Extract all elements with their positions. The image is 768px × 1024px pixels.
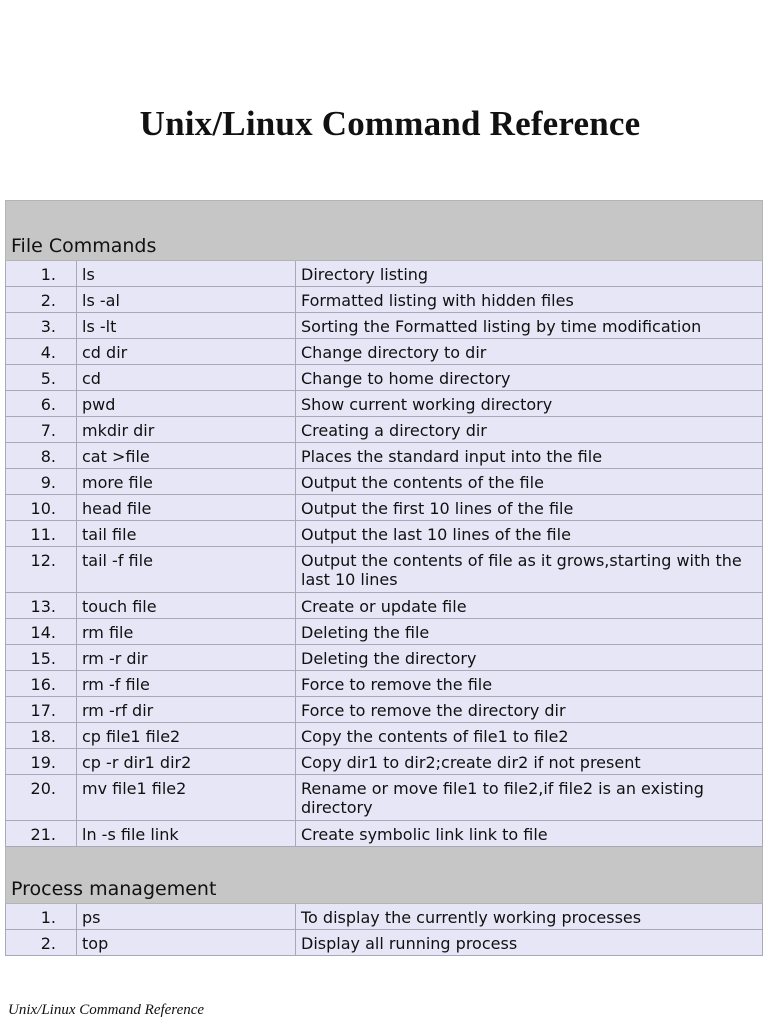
command-cell: cd dir [77, 339, 296, 365]
command-cell: ls -al [77, 287, 296, 313]
description-cell: Display all running process [296, 930, 763, 956]
row-number: 14. [6, 619, 77, 645]
row-number: 20. [6, 775, 77, 821]
row-number: 13. [6, 593, 77, 619]
description-cell: To display the currently working processes [296, 904, 763, 930]
row-number: 2. [6, 287, 77, 313]
table-row [6, 339, 763, 365]
row-number: 2. [6, 930, 77, 956]
table-row [6, 697, 763, 723]
table-row [6, 775, 763, 821]
description-cell: Copy dir1 to dir2;create dir2 if not present [296, 749, 763, 775]
table-row [6, 495, 763, 521]
row-number: 1. [6, 904, 77, 930]
description-cell: Create symbolic link link to file [296, 821, 763, 847]
section-title: Process management [6, 847, 763, 904]
command-cell: ls -lt [77, 313, 296, 339]
row-number: 5. [6, 365, 77, 391]
description-cell: Force to remove the file [296, 671, 763, 697]
description-cell: Rename or move file1 to file2,if file2 is an existing directory [296, 775, 763, 821]
description-cell: Places the standard input into the file [296, 443, 763, 469]
row-number: 10. [6, 495, 77, 521]
description-cell: Force to remove the directory dir [296, 697, 763, 723]
row-number: 21. [6, 821, 77, 847]
command-cell: ps [77, 904, 296, 930]
description-cell: Change directory to dir [296, 339, 763, 365]
table-row [6, 671, 763, 697]
table-row [6, 723, 763, 749]
section-title: File Commands [6, 201, 763, 261]
description-cell: Change to home directory [296, 365, 763, 391]
command-cell: rm file [77, 619, 296, 645]
table-row [6, 619, 763, 645]
description-cell: Show current working directory [296, 391, 763, 417]
table-row [6, 391, 763, 417]
table-row [6, 443, 763, 469]
description-cell: Copy the contents of file1 to file2 [296, 723, 763, 749]
command-cell: touch file [77, 593, 296, 619]
row-number: 15. [6, 645, 77, 671]
description-cell: Output the last 10 lines of the file [296, 521, 763, 547]
table-row [6, 469, 763, 495]
table-row [6, 930, 763, 956]
table-row [6, 313, 763, 339]
row-number: 7. [6, 417, 77, 443]
command-cell: cd [77, 365, 296, 391]
table-row [6, 521, 763, 547]
row-number: 1. [6, 261, 77, 287]
table-row [6, 261, 763, 287]
description-cell: Output the first 10 lines of the file [296, 495, 763, 521]
description-cell: Output the contents of file as it grows,starting with the last 10 lines [296, 547, 763, 593]
command-cell: rm -rf dir [77, 697, 296, 723]
description-cell: Creating a directory dir [296, 417, 763, 443]
command-cell: mkdir dir [77, 417, 296, 443]
command-cell: cp -r dir1 dir2 [77, 749, 296, 775]
command-cell: head file [77, 495, 296, 521]
row-number: 11. [6, 521, 77, 547]
command-cell: rm -r dir [77, 645, 296, 671]
row-number: 19. [6, 749, 77, 775]
section-header-file-commands [6, 201, 763, 261]
description-cell: Deleting the file [296, 619, 763, 645]
row-number: 8. [6, 443, 77, 469]
table-row [6, 593, 763, 619]
row-number: 3. [6, 313, 77, 339]
section-header-process-management [6, 847, 763, 904]
description-cell: Create or update file [296, 593, 763, 619]
table-row [6, 417, 763, 443]
table-row [6, 645, 763, 671]
command-cell: cat >file [77, 443, 296, 469]
command-cell: tail file [77, 521, 296, 547]
command-cell: ln -s file link [77, 821, 296, 847]
description-cell: Output the contents of the file [296, 469, 763, 495]
row-number: 16. [6, 671, 77, 697]
description-cell: Directory listing [296, 261, 763, 287]
command-cell: pwd [77, 391, 296, 417]
table-row [6, 365, 763, 391]
table-row [6, 821, 763, 847]
description-cell: Deleting the directory [296, 645, 763, 671]
table-row [6, 749, 763, 775]
row-number: 4. [6, 339, 77, 365]
table-row [6, 547, 763, 593]
row-number: 9. [6, 469, 77, 495]
command-cell: top [77, 930, 296, 956]
command-cell: rm -f file [77, 671, 296, 697]
command-cell: mv file1 file2 [77, 775, 296, 821]
description-cell: Formatted listing with hidden files [296, 287, 763, 313]
command-reference-table [5, 200, 763, 956]
description-cell: Sorting the Formatted listing by time modification [296, 313, 763, 339]
command-cell: tail -f file [77, 547, 296, 593]
page-title: Unix/Linux Command Reference [139, 104, 641, 143]
table-row [6, 904, 763, 930]
command-cell: cp file1 file2 [77, 723, 296, 749]
command-cell: ls [77, 261, 296, 287]
row-number: 17. [6, 697, 77, 723]
page-footer: Unix/Linux Command Reference [8, 1002, 205, 1018]
command-cell: more file [77, 469, 296, 495]
row-number: 18. [6, 723, 77, 749]
row-number: 6. [6, 391, 77, 417]
row-number: 12. [6, 547, 77, 593]
table-row [6, 287, 763, 313]
